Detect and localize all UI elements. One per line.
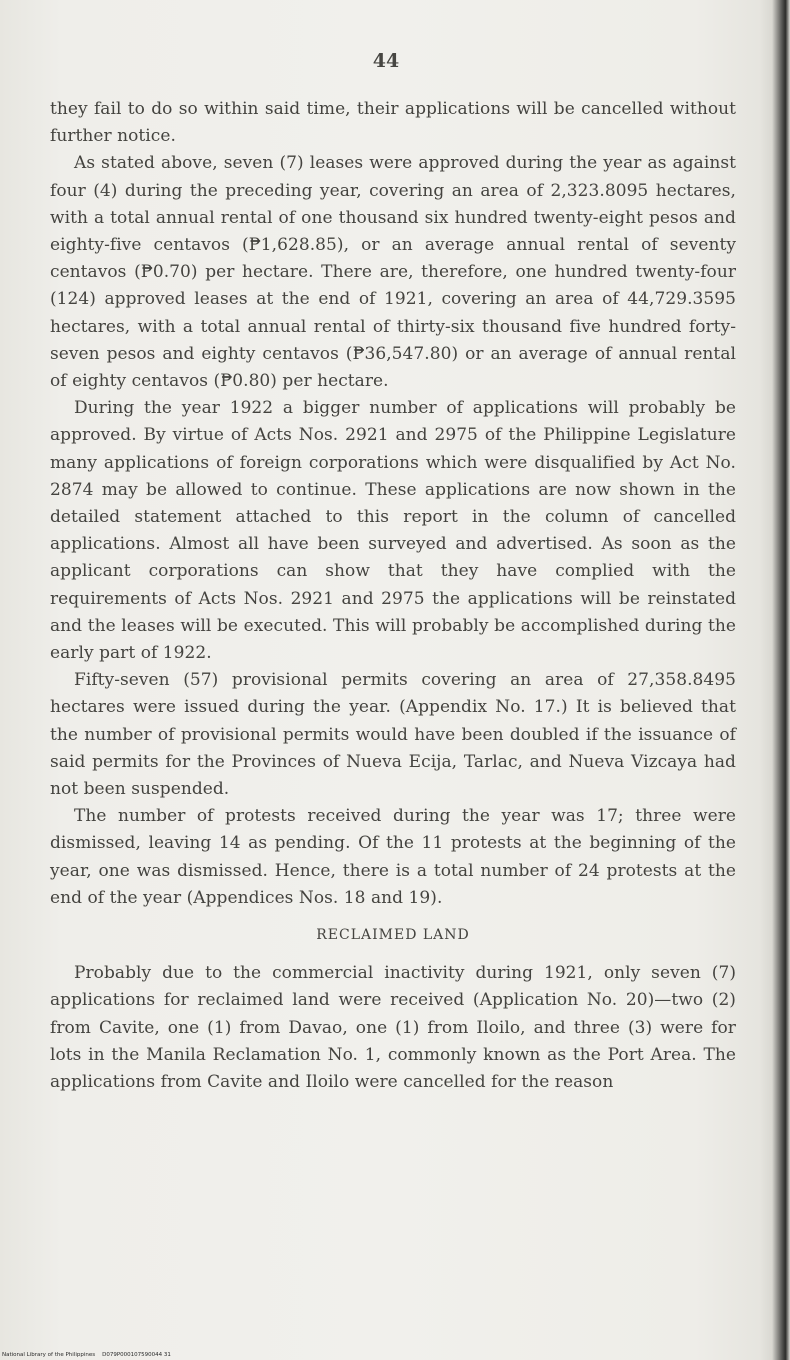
paragraph-reclaimed-land: Probably due to the commercial inactivity during 1921, only seven (7) applications for reclaimed land were received (Application No. 20)—two (2) from Cavite, one (1) from Davao, one (1) from Iloilo, and three (3) were for lots in the Manila Reclamation No. 1, commonly known as the Port Area. The applications from Cavite and Iloilo were cancelled for the reason <box>50 963 736 1092</box>
paragraph-provisional-permits: Fifty-seven (57) provisional permits covering an area of 27,358.8495 hectares were issued during the year. (Appendix No. 17.) It is believed that the number of provisional permits would have been doubled if the issuance of said permits for the Provinces of Nueva Ecija, Tarlac, and Nueva Vizcaya had not been suspended. <box>50 670 736 800</box>
page-number: 44 <box>372 50 400 72</box>
paragraph-applications-1922: During the year 1922 a bigger number of applications will probably be approved. By virtue of Acts Nos. 2921 and 2975 of the Philippine Legislature many applications of foreign corporations which were disqualified by Act No. 2874 may be allowed to continue. These applications are now shown in the detailed statement attached to this report in the column of cancelled applications. Almost all have been surveyed and advertised. As soon as the applicant corporations can show that they have complied with the requirements of Acts Nos. 2921 and 2975 the applications will be reinstated and the leases will be executed. This will probably be accomplished during the early part of 1922. <box>50 398 736 664</box>
paragraph-leases: As stated above, seven (7) leases were approved during the year as against four (4) during the preceding year, covering an area of 2,323.8095 hectares, with a total annual rental of one thousand six hundred twenty-eight pesos and eighty-five centavos (₱1,628.85), or an average annual rental of seventy centavos (₱0.70) per hectare. There are, therefore, one hundred twenty-four (124) approved leases at the end of 1921, covering an area of 44,729.3595 hectares, with a total annual rental of thirty-six thousand five hundred forty-seven pesos and eighty centavos (₱36,547.80) or an average of annual rental of eighty centavos (₱0.80) per hectare. <box>50 153 736 392</box>
page-binding-edge <box>760 0 790 1360</box>
section-heading: RECLAIMED LAND <box>316 927 470 944</box>
paragraph-protests: The number of protests received during the year was 17; three were dismissed, leaving 14 as pending. Of the 11 protests at the beginning of the year, one was dismissed. Hence, there is a total number of 24 protests at the end of the year (Appendices Nos. 18 and 19). <box>50 806 736 908</box>
body-text <box>50 96 736 1096</box>
paragraph-continuation: they fail to do so within said time, their applications will be cancelled without further notice. <box>50 99 736 147</box>
archive-footer-stamp: National Library of the Philippines D079P000107590044 31 <box>2 1352 171 1358</box>
